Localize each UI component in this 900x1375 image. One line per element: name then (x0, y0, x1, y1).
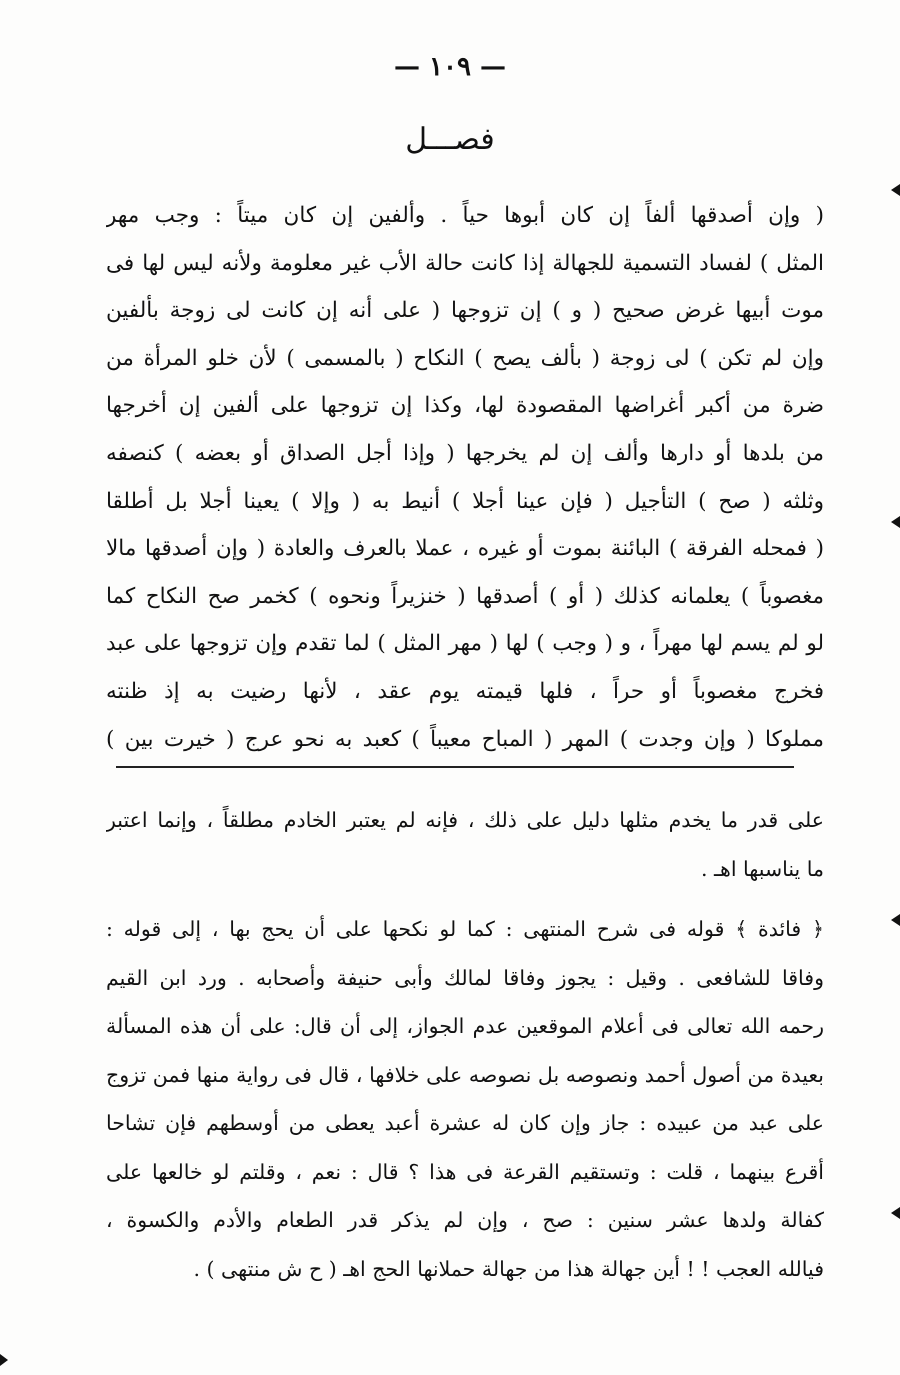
footnote-line: ﴿ فائدة ﴾ قوله فى شرح المنتهى : كما لو نكحها على أن يحج بها ، إلى قوله : (106, 917, 824, 941)
footnote-line: على عبد من عبيده : جاز وإن كان له عشرة أعبد يعطى من أوسطهم فإن تشاحا (106, 1111, 824, 1135)
scan-edge-mark (891, 1207, 900, 1219)
text-line: من بلدها أو دارها وألف إن لم يخرجها ( وإذا أجل الصداق أو بعضه ) كنصفه (106, 440, 824, 466)
footnote-divider (116, 766, 794, 768)
scan-edge-mark (891, 516, 900, 528)
footnote-line: رحمه الله تعالى فى أعلام الموقعين عدم الجواز، إلى أن قال: على أن هذه المسألة (106, 1014, 824, 1038)
text-line: ( فمحله الفرقة ) البائنة بموت أو غيره ، عملا بالعرف والعادة ( وإن أصدقها مالا (106, 536, 824, 562)
text-line: موت أبيها غرض صحيح ( و ) إن تزوجها ( على أنه إن كانت لى زوجة بألفين (106, 298, 824, 324)
text-line: مملوكا ( وإن وجدت ) المهر ( المباح معيباً ) كعبد به نحو عرج ( خيرت بين ) (106, 726, 824, 752)
text-line: وإن لم تكن ) لى زوجة ( بألف يصح ) النكاح ( بالمسمى ) لأن خلو المرأة من (106, 345, 824, 371)
scan-edge-mark (0, 1354, 8, 1366)
footnote-line: كفالة ولدها عشر سنين : صح ، وإن لم يذكر قدر الطعام والأدم والكسوة ، (106, 1208, 824, 1232)
text-line: مغصوباً ) يعلمانه كذلك ( أو ) أصدقها ( خنزيراً ونحوه ) كخمر صح النكاح كما (106, 583, 824, 609)
scan-edge-mark (891, 914, 900, 926)
footnote-line: على قدر ما يخدم مثلها دليل على ذلك ، فإنه لم يعتبر الخادم مطلقاً ، وإنما اعتبر (106, 808, 824, 832)
footnote-line: أقرع بينهما ، قلت : وتستقيم القرعة فى هذا ؟ قال : نعم ، وقلتم لو خالعها على (106, 1159, 824, 1184)
scan-edge-mark (891, 184, 900, 196)
footnote-continuation (106, 796, 824, 893)
text-line: المثل ) لفساد التسمية للجهالة إذا كانت حالة الأب غير معلومة ولأنه ليس لها فى (106, 250, 824, 276)
page-number: — ١٠٩ — (393, 52, 507, 82)
section-title: فصـــل (405, 122, 495, 157)
footnote-line: ما يناسبها اهـ . (701, 856, 824, 881)
text-line: ( وإن أصدقها ألفاً إن كان أبوها حياً . وألفين إن كان ميتاً : وجب مهر (106, 203, 824, 228)
main-text-block (106, 192, 824, 763)
text-line: لو لم يسم لها مهراً ، و ( وجب ) لها ( مهر المثل ) لما تقدم وإن تزوجها على عبد (106, 631, 824, 657)
footnote-line: وفاقا للشافعى . وقيل : يجوز وفاقا لمالك وأبى حنيفة وأصحابه . ورد ابن القيم (106, 965, 824, 990)
text-line: وثلثه ( صح ) التأجيل ( فإن عينا أجلا ) أنيط به ( وإلا ) يعينا أجلا بل أطلقا (106, 488, 824, 514)
text-line: ضرة من أكبر أغراضها المقصودة لها، وكذا إن تزوجها على ألفين إن أخرجها (106, 393, 824, 419)
text-line: فخرج مغصوباً أو حراً ، فلها قيمته يوم عقد ، لأنها رضيت به إذ ظنته (106, 678, 824, 704)
footnote-faida (106, 905, 824, 1293)
footnote-line: بعيدة من أصول أحمد ونصوصه بل نصوصه على خلافها ، قال فى رواية منها فمن تزوج (106, 1062, 824, 1087)
footnote-line: فيالله العجب ! ! أين جهالة هذا من جهالة حملانها الحج اهـ ( ح ش منتهى ) . (193, 1256, 824, 1281)
